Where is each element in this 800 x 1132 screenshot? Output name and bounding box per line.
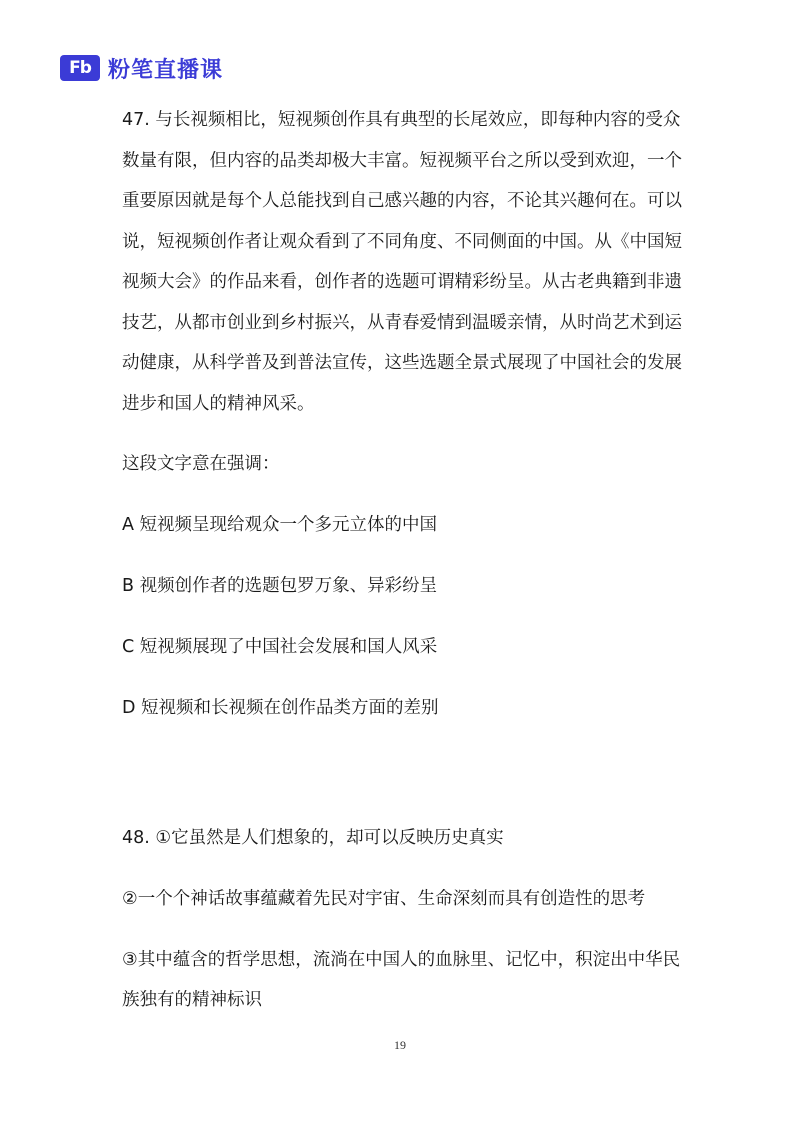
document-body bbox=[122, 100, 682, 1020]
question-47-passage: 47. 与长视频相比，短视频创作具有典型的长尾效应，即每种内容的受众数量有限，但内容的品类却极大丰富。短视频平台之所以受到欢迎，一个重要原因就是每个人总能找到自己感兴趣的内容，不论其兴趣何在。可以说，短视频创作者让观众看到了不同角度、不同侧面的中国。从《中国短视频大会》的作品来看，创作者的选题可谓精彩纷呈。从古老典籍到非遗技艺，从都市创业到乡村振兴，从青春爱情到温暖亲情，从时尚艺术到运动健康，从科学普及到普法宣传，这些选题全景式展现了中国社会的发展进步和国人的精神风采。 bbox=[122, 110, 682, 414]
question-48-statement-2: ②一个个神话故事蕴藏着先民对宇宙、生命深刻而具有创造性的思考 bbox=[122, 889, 646, 909]
brand-header bbox=[60, 52, 223, 84]
option-a: A 短视频呈现给观众一个多元立体的中国 bbox=[122, 515, 438, 535]
option-c: C 短视频展现了中国社会发展和国人风采 bbox=[122, 637, 438, 657]
fenbi-logo-icon: Fb bbox=[60, 55, 100, 81]
question-48-statement-3: ③其中蕴含的哲学思想，流淌在中国人的血脉里、记忆中，积淀出中华民族独有的精神标识 bbox=[122, 950, 681, 1010]
brand-name: 粉笔直播课 bbox=[108, 57, 224, 83]
page-number: 19 bbox=[394, 1038, 406, 1052]
question-48-statement-1: 48. ①它虽然是人们想象的，却可以反映历史真实 bbox=[122, 828, 504, 848]
option-d: D 短视频和长视频在创作品类方面的差别 bbox=[122, 698, 439, 718]
question-47-prompt: 这段文字意在强调： bbox=[122, 454, 280, 474]
option-b: B 视频创作者的选题包罗万象、异彩纷呈 bbox=[122, 576, 438, 596]
